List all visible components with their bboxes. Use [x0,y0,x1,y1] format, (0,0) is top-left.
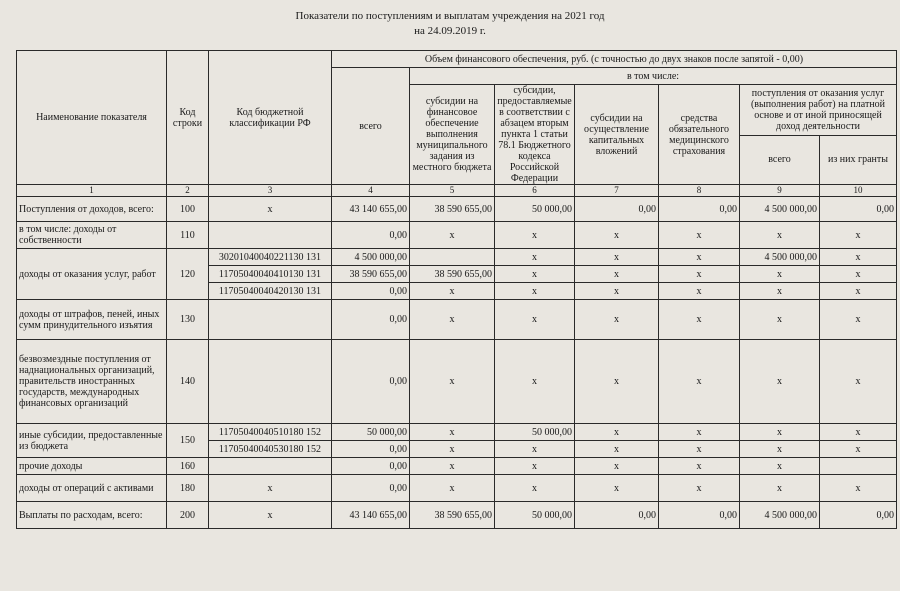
cell-value: х [495,340,575,424]
cell-value: х [495,283,575,300]
cell-value: 0,00 [332,441,410,458]
cell-value: х [410,458,495,475]
cell-value: 38 590 655,00 [332,266,410,283]
cell-value: х [410,441,495,458]
cell-value: 50 000,00 [495,502,575,529]
row-kbk: 11705040040530180 152 [209,441,332,458]
cell-value: 0,00 [332,283,410,300]
cell-value: х [659,222,740,249]
row-kbk: х [209,475,332,502]
header-kbk: Код бюджетной классификации РФ [209,51,332,185]
cell-value: х [575,441,659,458]
row-name: в том числе: доходы от собственности [17,222,167,249]
header-paid-total: всего [740,135,820,184]
cell-value: 0,00 [659,197,740,222]
col-number: 9 [740,185,820,197]
cell-value: х [820,222,897,249]
cell-value: х [410,283,495,300]
cell-value: х [740,222,820,249]
row-code: 200 [167,502,209,529]
row-name: Выплаты по расходам, всего: [17,502,167,529]
cell-value: 0,00 [332,222,410,249]
cell-value: х [575,340,659,424]
header-incl: в том числе: [410,68,897,85]
row-kbk: 30201040040221130 131 [209,249,332,266]
cell-value: х [659,266,740,283]
cell-value: х [410,475,495,502]
cell-value: х [495,266,575,283]
report-table [16,50,897,529]
row-name: прочие доходы [17,458,167,475]
cell-value: х [575,222,659,249]
cell-value: х [495,249,575,266]
cell-value: х [495,441,575,458]
cell-value: х [659,283,740,300]
col-number: 7 [575,185,659,197]
cell-value: 0,00 [820,197,897,222]
row-code: 160 [167,458,209,475]
cell-value: х [410,340,495,424]
cell-value: х [740,458,820,475]
cell-value: х [575,475,659,502]
cell-value: 0,00 [820,502,897,529]
cell-value: х [820,266,897,283]
cell-value: х [740,441,820,458]
cell-value: х [659,475,740,502]
cell-value: 0,00 [575,197,659,222]
cell-value: 0,00 [332,458,410,475]
cell-value: х [740,340,820,424]
cell-value: 50 000,00 [495,424,575,441]
col-number: 1 [17,185,167,197]
cell-value: х [575,266,659,283]
report-title: Показатели по поступлениям и выплатам учреждения на 2021 год [295,10,605,22]
col-number: 4 [332,185,410,197]
cell-value: х [495,300,575,340]
table-row [17,458,897,475]
header-sub-mun: субсидии на финансовое обеспечение выполнения муниципального задания из местного бюджета [410,85,495,185]
cell-value: 50 000,00 [332,424,410,441]
header-code: Код строки [167,51,209,185]
cell-value: х [575,249,659,266]
cell-value: 4 500 000,00 [332,249,410,266]
col-number: 2 [167,185,209,197]
col-number: 3 [209,185,332,197]
header-grants: из них гранты [820,135,897,184]
cell-value: х [659,424,740,441]
row-code: 150 [167,424,209,458]
col-number: 5 [410,185,495,197]
cell-value: х [575,283,659,300]
row-kbk [209,340,332,424]
cell-value: х [659,300,740,340]
cell-value: х [410,222,495,249]
table-row [17,502,897,529]
cell-value: х [659,458,740,475]
cell-value: 43 140 655,00 [332,502,410,529]
header-total: всего [332,68,410,185]
row-kbk [209,222,332,249]
cell-value: х [659,249,740,266]
cell-value [410,249,495,266]
row-name: Поступления от доходов, всего: [17,197,167,222]
cell-value: х [740,283,820,300]
cell-value: х [820,300,897,340]
header-name: Наименование показателя [17,51,167,185]
row-kbk [209,458,332,475]
header-sub-781: субсидии, предоставляемые в соответствии с абзацем вторым пункта 1 статьи 78.1 Бюджетного кодекса Российской Федерации [495,85,575,185]
row-code: 130 [167,300,209,340]
table-row [17,475,897,502]
cell-value: 0,00 [575,502,659,529]
header-volume: Объем финансового обеспечения, руб. (с точностью до двух знаков после запятой - 0,00) [332,51,897,68]
header-sub-cap: субсидии на осуществление капитальных вложений [575,85,659,185]
cell-value: х [740,475,820,502]
row-kbk: 11705040040420130 131 [209,283,332,300]
row-kbk: 11705040040410130 131 [209,266,332,283]
cell-value: х [820,424,897,441]
cell-value: 0,00 [332,340,410,424]
cell-value: 0,00 [659,502,740,529]
cell-value: х [575,300,659,340]
cell-value: х [495,458,575,475]
row-name: безвозмездные поступления от наднациональных организаций, правительств иностранных государств, международных финансовых организаций [17,340,167,424]
cell-value: 38 590 655,00 [410,266,495,283]
header-oms: средства обязательного медицинского страхования [659,85,740,185]
row-kbk: х [209,197,332,222]
cell-value: х [575,458,659,475]
row-name: иные субсидии, предоставленные из бюджета [17,424,167,458]
cell-value: х [659,340,740,424]
cell-value: х [740,266,820,283]
cell-value: х [410,300,495,340]
cell-value: х [410,424,495,441]
col-number: 10 [820,185,897,197]
cell-value: 4 500 000,00 [740,249,820,266]
row-code: 180 [167,475,209,502]
header-paid: поступления от оказания услуг (выполнения работ) на платной основе и от иной приносящей доход деятельности [740,85,897,136]
cell-value: 43 140 655,00 [332,197,410,222]
cell-value: 0,00 [332,300,410,340]
row-code: 110 [167,222,209,249]
cell-value: х [740,424,820,441]
table-row [17,249,897,266]
cell-value: 50 000,00 [495,197,575,222]
cell-value: х [495,475,575,502]
row-name: доходы от оказания услуг, работ [17,249,167,300]
cell-value: 4 500 000,00 [740,197,820,222]
table-row [17,424,897,441]
cell-value: х [820,249,897,266]
row-name: доходы от операций с активами [17,475,167,502]
row-code: 120 [167,249,209,300]
cell-value [820,458,897,475]
cell-value: х [820,340,897,424]
col-number: 8 [659,185,740,197]
cell-value: х [495,222,575,249]
cell-value: х [659,441,740,458]
cell-value: х [820,475,897,502]
table-row [17,222,897,249]
table-row [17,197,897,222]
report-date: на 24.09.2019 г. [414,25,486,37]
cell-value: 38 590 655,00 [410,197,495,222]
col-number: 6 [495,185,575,197]
cell-value: 4 500 000,00 [740,502,820,529]
cell-value: х [740,300,820,340]
row-kbk: 11705040040510180 152 [209,424,332,441]
cell-value: х [820,441,897,458]
cell-value: 38 590 655,00 [410,502,495,529]
row-code: 100 [167,197,209,222]
cell-value: 0,00 [332,475,410,502]
row-name: доходы от штрафов, пеней, иных сумм принудительного изъятия [17,300,167,340]
row-kbk [209,300,332,340]
row-kbk: х [209,502,332,529]
cell-value: х [575,424,659,441]
table-row [17,340,897,424]
cell-value: х [820,283,897,300]
row-code: 140 [167,340,209,424]
table-row [17,300,897,340]
